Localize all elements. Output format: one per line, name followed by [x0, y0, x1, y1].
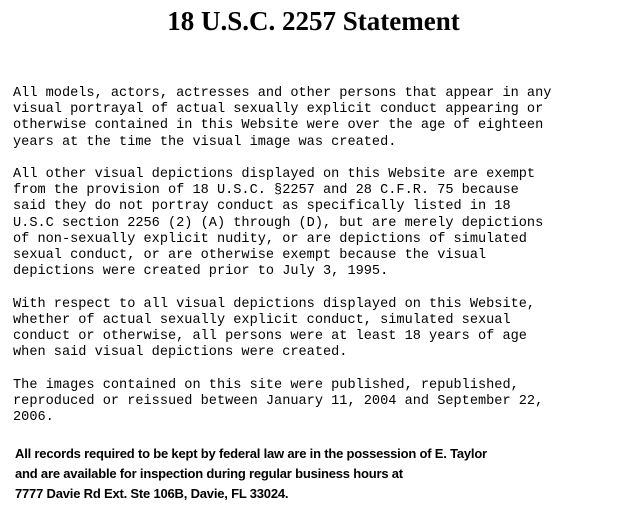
notice-line: 7777 Davie Rd Ext. Ste 106B, Davie, FL 33024. — [15, 486, 289, 501]
paragraph-line: whether of actual sexually explicit conduct, simulated sexual — [13, 312, 511, 328]
paragraph-line: All models, actors, actresses and other persons that appear in any — [13, 86, 552, 101]
page-title: 18 U.S.C. 2257 Statement — [167, 6, 460, 36]
paragraph-line: With respect to all visual depictions displayed on this Website, — [13, 296, 536, 312]
paragraph-line: visual portrayal of actual sexually explicit conduct appearing or — [13, 102, 544, 118]
notice-line: and are available for inspection during regular business hours at — [15, 466, 403, 481]
paragraph-line: U.S.C section 2256 (2) (A) through (D), but are merely depictions — [13, 215, 544, 231]
paragraph-line: conduct or otherwise, all persons were at least 18 years of age — [13, 329, 527, 345]
paragraph-line: depictions were created prior to July 3, 1995. — [13, 264, 389, 280]
paragraph-publication-dates — [13, 378, 623, 427]
paragraph-line: said they do not portray conduct as specifically listed in 18 — [13, 199, 511, 215]
paragraph-line: otherwise contained in this Website were over the age of eighteen — [13, 118, 544, 134]
statement-body — [13, 86, 623, 442]
paragraph-line: 2006. — [13, 410, 54, 426]
paragraph-line: All other visual depictions displayed on this Website are exempt — [13, 167, 536, 182]
paragraph-all-depictions — [13, 297, 623, 362]
paragraph-line: The images contained on this site were published, republished, — [13, 377, 519, 393]
paragraph-age-of-performers — [13, 86, 623, 151]
notice-line: All records required to be kept by federal law are in the possession of E. Taylor — [15, 446, 487, 461]
paragraph-line: when said visual depictions were created. — [13, 345, 348, 361]
paragraph-exemption — [13, 167, 623, 280]
paragraph-line: years at the time the visual image was created. — [13, 134, 397, 150]
paragraph-line: of non-sexually explicit nudity, or are depictions of simulated — [13, 231, 527, 247]
paragraph-line: from the provision of 18 U.S.C. §2257 and 28 C.F.R. 75 because — [13, 183, 519, 199]
records-custodian-notice — [15, 444, 615, 504]
paragraph-line: sexual conduct, or are otherwise exempt because the visual — [13, 248, 487, 264]
paragraph-line: reproduced or reissued between January 11, 2004 and September 22, — [13, 393, 544, 409]
